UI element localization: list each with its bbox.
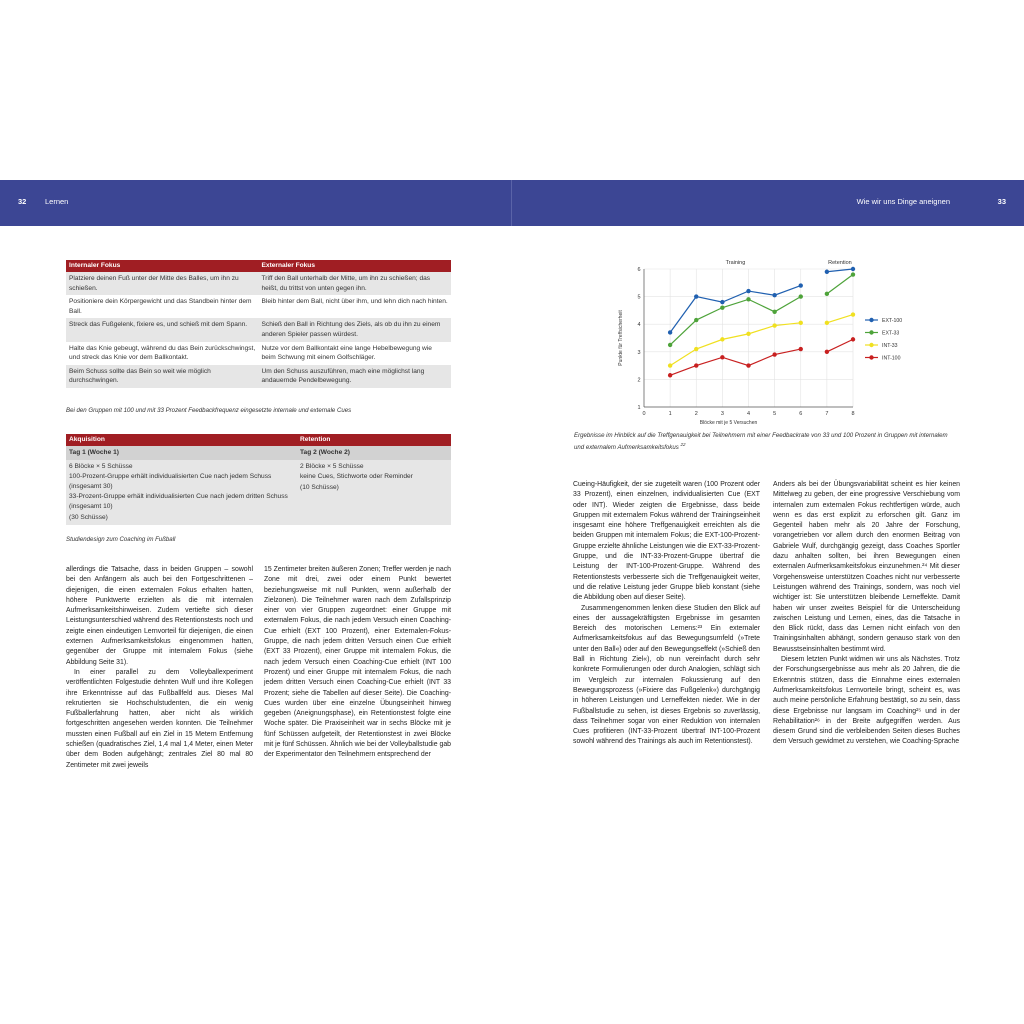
legend-marker xyxy=(869,355,873,359)
x-tick-label: 1 xyxy=(668,411,672,417)
design-table-caption: Studiendesign zum Coaching im Fußball xyxy=(66,536,176,543)
data-point-int-33 xyxy=(668,363,672,367)
data-point-ext-33 xyxy=(799,294,803,298)
data-point-ext-100 xyxy=(825,270,829,274)
acquisition-cell xyxy=(66,460,297,526)
internal-cue-cell: Halte das Knie gebeugt, während du das Bein zurückschwingst, und streck das Knie vor dem Ballkontakt. xyxy=(69,344,256,362)
x-tick-label: 4 xyxy=(746,411,751,417)
retention-line: keine Cues, Stichworte oder Reminder xyxy=(300,473,413,481)
paragraph: Cueing-Häufigkeit, der sie zugeteilt waren (100 Prozent oder 33 Prozent), einen einzelnen, individualisierten Cue (EXT oder INT). Wieder zeigten die Ergebnisse, dass beide Gruppen mit externalem Fokus während der Trainingseinheit insgesamt eine höhere Treffgenauigkeit erreichten als die beiden Gruppen mit internalem Fokus; die EXT-100-Prozent-Gruppe erzielte ähnliche Leistungen wie die EXT-33-Prozent-Gruppe, und die INT-33-Prozent-Gruppe übertraf die Leistung der INT-100-Prozent-Gruppe. Während des Retentionstests verbesserte sich die Treffgenauigkeit weiter, und die relative Leistung jeder Gruppe blieb konstant (siehe die Abbildung oben auf dieser Seite). xyxy=(573,481,760,602)
data-point-ext-100 xyxy=(668,330,672,334)
left-page-number: 32 xyxy=(18,197,27,206)
series-line-ext-33 xyxy=(670,297,801,345)
data-point-int-100 xyxy=(694,363,698,367)
series-line-ext-100 xyxy=(827,269,853,272)
acquisition-header: Akquisition xyxy=(66,434,297,446)
acquisition-line: 100-Prozent-Gruppe erhält individualisierten Cue nach jedem Schuss (insgesamt 30) xyxy=(69,473,272,490)
data-point-int-33 xyxy=(746,332,750,336)
x-tick-label: 2 xyxy=(694,411,698,417)
day2-subheader: Tag 2 (Woche 2) xyxy=(297,446,451,460)
data-point-ext-100 xyxy=(720,300,724,304)
data-point-ext-33 xyxy=(720,305,724,309)
right-chapter-title: Wie wir uns Dinge aneignen xyxy=(856,197,950,206)
acquisition-line: (30 Schüsse) xyxy=(69,513,108,521)
data-point-int-100 xyxy=(720,355,724,359)
retention-header: Retention xyxy=(297,434,451,446)
legend-marker xyxy=(869,318,873,322)
data-point-int-100 xyxy=(772,352,776,356)
acquisition-line: 6 Blöcke × 5 Schüsse xyxy=(69,462,133,470)
y-tick-label: 4 xyxy=(637,322,641,329)
gutter-divider xyxy=(511,180,512,226)
data-point-ext-33 xyxy=(851,272,855,276)
focus-table-row xyxy=(66,272,451,295)
legend-label: INT-100 xyxy=(882,355,901,362)
y-tick-label: 3 xyxy=(637,349,641,356)
body-column-3 xyxy=(573,480,760,748)
paragraph: Zusammengenommen lenken diese Studien den Blick auf eines der aussagekräftigsten Ergebnisse im gesamten Bereich des motorischen Lernens:²³ Ein externaler Aufmerksamkeitsfokus auf das Bewegungsumfeld (»Trete unter den Ball«) oder auf den Bewegungseffekt (»Schieß den Ball in Richtung Ziel«), ob nun vereinfacht durch sehr konkrete Formulierungen oder durch Analogien, schlägt sich im Vergleich zur internalen Fokussierung auf den Bewegungsprozess (»Fixiere das Fußgelenk«) durchgängig in höheren Leistungen und Lerneffekten nieder. Wie in der Fußballstudie zu sehen, ist dieses Ergebnis so zuverlässig, dass Teilnehmer sogar von einer Reduktion von internalen Cues profitieren (INT-33-Prozent übertraf INT-100-Prozent sowohl während des Trainings als auch im Retentionstest). xyxy=(573,604,760,746)
focus-table-row xyxy=(66,365,451,388)
left-chapter-title: Lernen xyxy=(45,197,69,206)
legend-marker xyxy=(869,343,873,347)
data-point-int-100 xyxy=(799,347,803,351)
internal-cue-cell: Beim Schuss sollte das Bein so weit wie möglich durchschwingen. xyxy=(66,365,259,388)
study-design-table xyxy=(66,434,451,525)
external-focus-header: Externaler Fokus xyxy=(259,260,452,272)
data-point-int-33 xyxy=(799,321,803,325)
y-axis-label: Punkte für Treffsicherheit xyxy=(618,310,624,366)
x-tick-label: 0 xyxy=(642,411,646,417)
retention-line: 2 Blöcke × 5 Schüsse xyxy=(300,462,364,470)
header-band xyxy=(0,180,1024,226)
data-point-int-100 xyxy=(825,350,829,354)
day1-subheader: Tag 1 (Woche 1) xyxy=(66,446,297,460)
retention-cell xyxy=(297,460,451,526)
external-cue-cell: Triff den Ball unterhalb der Mitte, um ihn zu schießen; das heißt, du trittst von unten gegen ihn. xyxy=(259,272,452,295)
y-tick-label: 6 xyxy=(637,267,641,273)
acquisition-line: 33-Prozent-Gruppe erhält individualisierten Cue nach jedem dritten Schuss (insgesamt 10) xyxy=(69,493,288,510)
data-point-ext-100 xyxy=(772,293,776,297)
data-point-int-33 xyxy=(851,312,855,316)
external-cue-cell: Nutze vor dem Ballkontakt eine lange Hebelbewegung wie beim Schwung mit einem Golfschläger. xyxy=(261,344,432,362)
chart-caption xyxy=(574,431,959,453)
data-point-int-100 xyxy=(668,373,672,377)
data-point-int-33 xyxy=(720,337,724,341)
paragraph: 15 Zentimeter breiten äußeren Zonen; Treffer werden je nach Zone mit drei, zwei oder einem Punkt bewertet beziehungsweise mit null Punkten, wenn außerhalb der Zielzonen). Die Teilnehmer waren nach dem Zufallsprinzip einer von vier Gruppen zugeordnet: einer Gruppe mit externalem Fokus, die nach jedem Versuch einen Coaching-Cue erhielt (EXT 100 Prozent), einer Externalen-Fokus-Gruppe, die nach jedem dritten Versuch einen Cue erhielt (EXT 33 Prozent), einer Gruppe mit internalem Fokus, die nach jedem Versuch einen Coaching-Cue erhielt (INT 100 Prozent) und einer Gruppe mit internalem Fokus, die nach jedem dritten Versuch einen Coaching-Cue erhielt (INT 33 Prozent; siehe die Tabellen auf dieser Seite). Die Coaching-Cues wurden über eine einzelne Übungseinheit hinweg gegeben (Aneignungsphase), ein Retentionstest folgte eine Woche später. Die Praxiseinheit war in sechs Blöcke mit je fünf Schüssen aufgeteilt, der Retentionstest in zwei Blöcke mit je fünf Schüssen. Ähnlich wie bei der Volleyballstudie gab der Experimentator den Teilnehmern entsprechend der xyxy=(264,566,451,759)
body-column-2 xyxy=(264,565,451,761)
data-point-ext-100 xyxy=(851,267,855,271)
series-line-int-100 xyxy=(827,339,853,351)
x-axis-label: Blöcke mit je 5 Versuchen xyxy=(699,420,758,426)
accuracy-line-chart xyxy=(610,255,930,435)
data-point-int-33 xyxy=(825,321,829,325)
x-tick-label: 3 xyxy=(720,411,724,417)
focus-table-row xyxy=(66,295,451,318)
paragraph: Diesem letzten Punkt widmen wir uns als Nächstes. Trotz der Forschungsergebnisse aus mehr als 20 Jahren, die die Erkenntnis stützen, dass die Einnahme eines externalen Aufmerksamkeitsfokus Lernvorteile bringt, scheint es, was auch meine persönliche Erfahrung bestätigt, so zu sein, dass diese Ergebnisse nur langsam im Coaching²⁵ und in der Rehabilitation²⁶ in der Breite aufgegriffen werden. Aus diesem Grund sind die verbleibenden Seiten dieses Buches dem Versuch gewidmet zu verstehen, wie Coaching-Sprache xyxy=(773,656,960,746)
data-point-ext-100 xyxy=(694,294,698,298)
focus-table-body xyxy=(66,272,451,388)
y-tick-label: 1 xyxy=(637,405,641,411)
section-label-retention: Retention xyxy=(828,260,852,266)
data-point-ext-33 xyxy=(668,343,672,347)
external-cue-cell: Schieß den Ball in Richtung des Ziels, als ob du ihn zu einem anderen Spieler passen würdest. xyxy=(259,318,452,341)
internal-cue-cell: Platziere deinen Fuß unter der Mitte des Balles, um ihn zu schießen. xyxy=(66,272,259,295)
paragraph: In einer parallel zu dem Volleyballexperiment veröffentlichten Folgestudie dehnten Wulf und ihre Kollegen ihre Erkenntnisse auf das Fußballfeld aus. Dieses Mal rekrutierten sie Hochschulstudenten, die ein wenig Fußballerfahrung hatten, aber nicht als wirklich fortgeschritten angesehen werden konnten. Die Teilnehmer mussten einen Fußball auf ein Ziel in 15 Metern Entfernung schießen (quadratisches Ziel, 1,4 mal 1,4 Meter, einen Meter über dem Boden aufgehängt; zentrales Ziel 80 mal 80 Zentimeter mit zwei jeweils xyxy=(66,668,253,769)
data-point-ext-33 xyxy=(772,310,776,314)
retention-line: (10 Schüsse) xyxy=(300,483,339,491)
data-point-int-33 xyxy=(694,347,698,351)
data-point-ext-33 xyxy=(746,297,750,301)
paragraph: Anders als bei der Übungsvariabilität scheint es hier keinen Mittelweg zu geben, der eine progressive Verschiebung vom internalen zum externalen Fokus rechtfertigen würde, auch wenn es das erst explizit zu erforschen gilt. Ganz im Gegenteil haben mehr als 20 Jahre der Forschung, vorangetrieben vor allem durch den enormen Beitrag von Gabriele Wulf, durchgängig gezeigt, dass Coaches Sportler dazu anhalten sollten, bei ihren Bewegungen einen externalen Aufmerksamkeitsfokus einzunehmen.²⁴ Mit dieser Vorgehensweise unterstützen Coaches nicht nur verbesserte Leistungen während des Trainings, sondern, was noch viel wichtiger ist: Sie unterstützen bleibende Lerneffekte. Damit haben wir unser zweites Beispiel für die Unterscheidung zwischen Leistung und Lernen, eines, das die Tatsache in den Blick rückt, dass das Lernen nicht einfach von den Trainingsinhalten abhängt, sondern genauso stark von den Bewusstseinsinhalten bestimmt wird. xyxy=(773,481,960,653)
x-tick-label: 6 xyxy=(799,411,803,417)
chart-caption-ref: 22 xyxy=(680,442,686,448)
x-tick-label: 8 xyxy=(851,411,855,417)
x-tick-label: 5 xyxy=(773,411,777,417)
internal-cue-cell: Streck das Fußgelenk, fixiere es, und schieß mit dem Spann. xyxy=(66,318,259,341)
data-point-int-100 xyxy=(746,363,750,367)
chart-caption-text: Ergebnisse im Hinblick auf die Treffgenauigkeit bei Teilnehmern mit einer Feedbackrate von 33 und 100 Prozent in Gruppen mit internalem und externalem Aufmerksamkeitsfokus xyxy=(574,432,948,452)
y-tick-label: 5 xyxy=(637,294,641,301)
data-point-ext-100 xyxy=(799,283,803,287)
internal-focus-header: Internaler Fokus xyxy=(66,260,259,272)
legend-label: INT-33 xyxy=(882,343,898,349)
data-point-ext-33 xyxy=(694,318,698,322)
body-column-1 xyxy=(66,565,253,771)
series-line-int-33 xyxy=(670,323,801,366)
section-label-training: Training xyxy=(725,260,746,266)
legend-label: EXT-33 xyxy=(882,330,900,337)
external-cue-cell: Bleib hinter dem Ball, nicht über ihm, und lehn dich nach hinten. xyxy=(261,298,448,306)
series-line-ext-33 xyxy=(827,275,853,294)
focus-table-caption: Bei den Gruppen mit 100 und mit 33 Prozent Feedbackfrequenz eingesetzte internale und externale Cues xyxy=(66,407,352,414)
internal-cue-cell: Positioniere dein Körpergewicht und das Standbein hinter dem Ball. xyxy=(69,298,252,315)
y-tick-label: 2 xyxy=(637,377,641,384)
data-point-ext-100 xyxy=(746,289,750,293)
focus-table-row xyxy=(66,342,451,365)
x-tick-label: 7 xyxy=(825,411,829,417)
paragraph: allerdings die Tatsache, dass in beiden Gruppen – sowohl bei den Anfängern als auch bei den Fortgeschrittenen – diejenigen, die einen externalen Fokus erhalten hatten, höhere Punktwerte erzielten als die mit internalen Aufmerksamkeitshinweisen. Zudem vertiefte sich dieser Leistungsunterschied während des Retentionstests noch und zeigte einen eindeutigen Lernvorteil für diejenigen, die einen externen Aufmerksamkeitsfokus eingenommen hatten, gegenüber der Gruppe mit internalem Fokus (siehe Abbildung Seite 31). xyxy=(66,566,253,666)
data-point-int-33 xyxy=(772,323,776,327)
legend-label: EXT-100 xyxy=(882,318,903,324)
series-line-int-33 xyxy=(827,315,853,323)
focus-table-row xyxy=(66,318,451,341)
external-cue-cell: Um den Schuss auszuführen, mach eine möglichst lang andauernde Pendelbewegung. xyxy=(259,365,452,388)
right-page-number: 33 xyxy=(997,197,1006,206)
focus-cues-table xyxy=(66,260,451,388)
data-point-ext-33 xyxy=(825,292,829,296)
body-column-4 xyxy=(773,480,960,748)
legend-marker xyxy=(869,330,873,334)
data-point-int-100 xyxy=(851,337,855,341)
